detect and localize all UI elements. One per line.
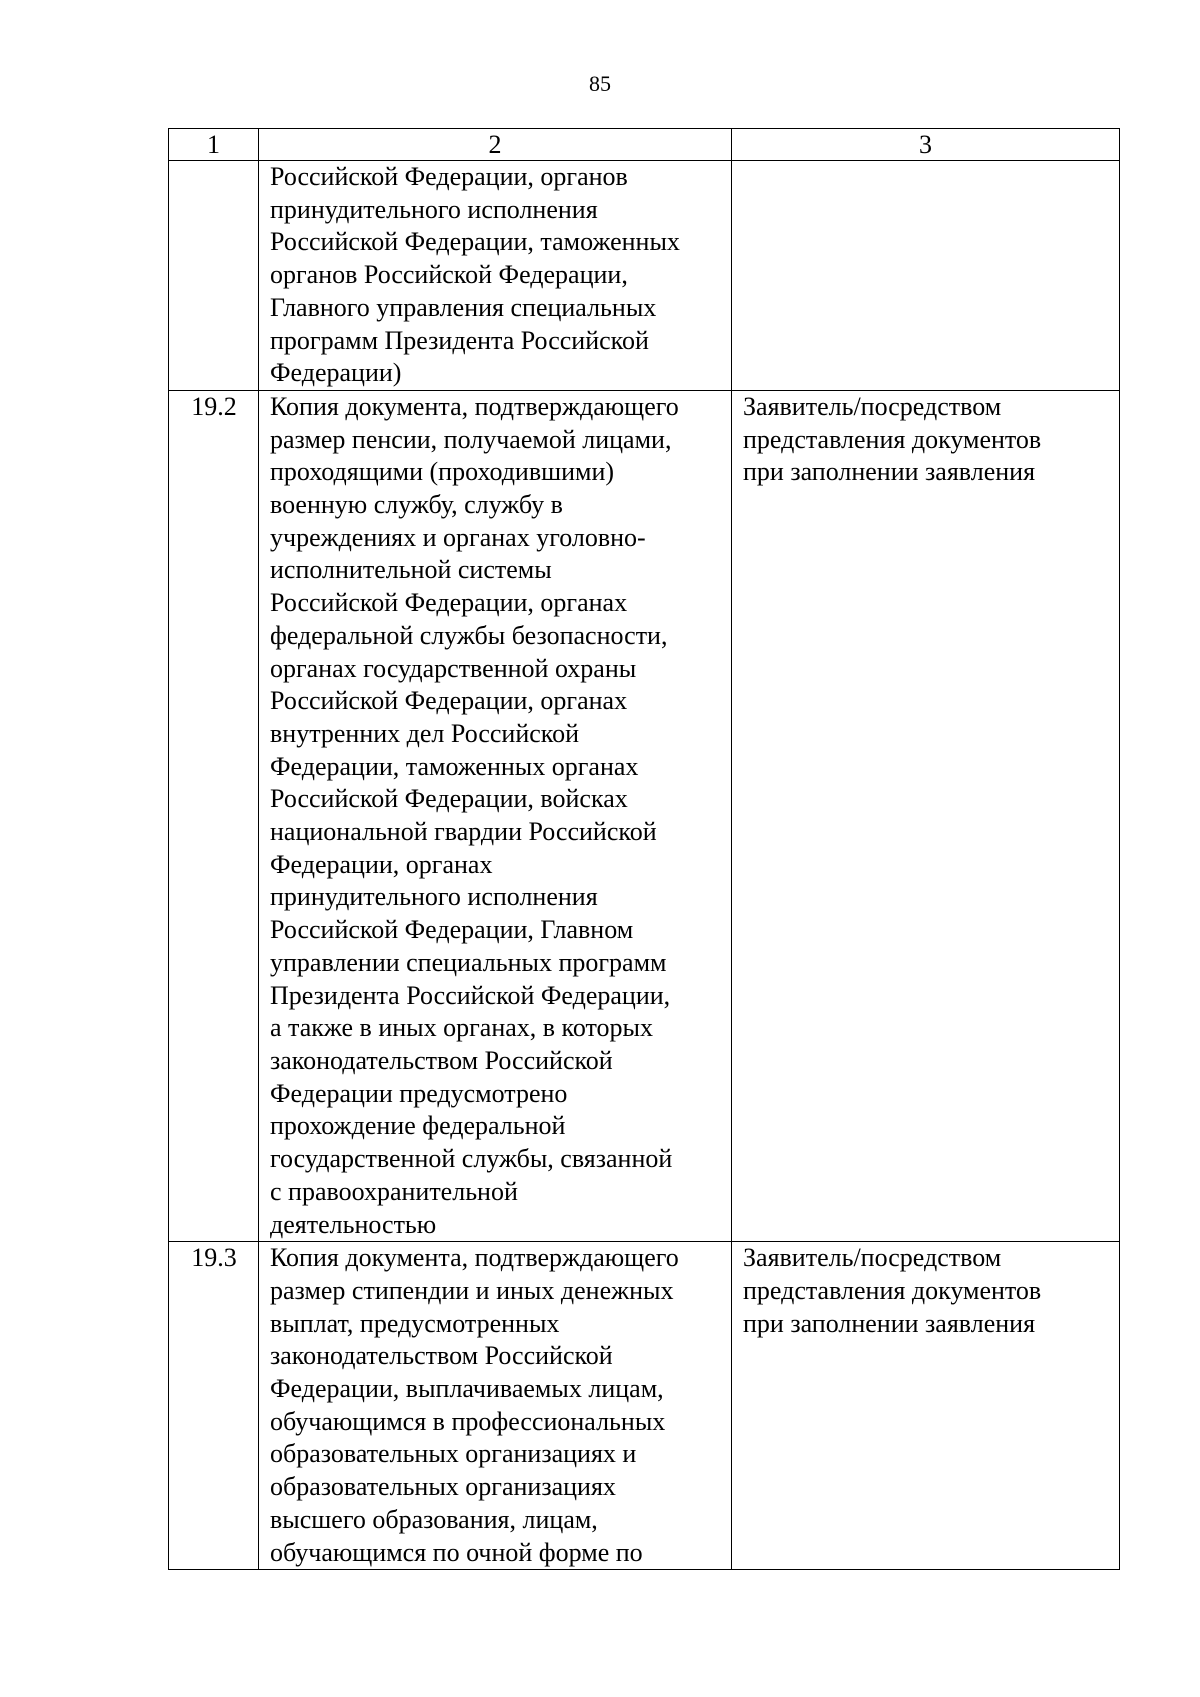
description-line: исполнительной системы xyxy=(270,555,552,585)
source-line: Заявитель/посредством xyxy=(743,1243,1002,1273)
description-line: федеральной службы безопасности, xyxy=(270,620,668,650)
row-source xyxy=(732,1242,1120,1570)
description-line: высшего образования, лицам, xyxy=(270,1504,598,1534)
description-line: обучающимся в профессиональных xyxy=(270,1406,666,1436)
source-line: представления документов xyxy=(743,424,1042,454)
table-row xyxy=(169,1242,1120,1570)
description-line: Федерации, таможенных органах xyxy=(270,751,639,781)
description-line: Главного управления специальных xyxy=(270,292,657,322)
description-line: размер стипендии и иных денежных xyxy=(270,1275,674,1305)
description-line: выплат, предусмотренных xyxy=(270,1308,560,1338)
row-number: 19.3 xyxy=(169,1242,259,1570)
row-number: 19.2 xyxy=(169,390,259,1241)
column-header-source: 3 xyxy=(732,129,1120,161)
column-header-number: 1 xyxy=(169,129,259,161)
source-line: при заполнении заявления xyxy=(743,1308,1036,1338)
table-header-row xyxy=(169,129,1120,161)
description-line: прохождение федеральной xyxy=(270,1111,566,1141)
description-line: проходящими (проходившими) xyxy=(270,457,615,487)
row-description xyxy=(259,161,732,391)
description-line: управлении специальных программ xyxy=(270,947,667,977)
description-line: Федерации, выплачиваемых лицам, xyxy=(270,1374,664,1404)
page-number: 85 xyxy=(589,71,611,96)
row-source xyxy=(732,390,1120,1241)
description-line: образовательных организациях xyxy=(270,1472,616,1502)
description-line: законодательством Российской xyxy=(270,1341,613,1371)
description-line: законодательством Российской xyxy=(270,1045,613,1075)
description-line: учреждениях и органах уголовно- xyxy=(270,522,646,552)
description-line: Российской Федерации, Главном xyxy=(270,915,634,945)
description-line: Российской Федерации, таможенных xyxy=(270,227,680,257)
source-line: Заявитель/посредством xyxy=(743,391,1002,421)
description-line: государственной службы, связанной xyxy=(270,1144,673,1174)
description-line: а также в иных органах, в которых xyxy=(270,1013,654,1043)
description-line: программ Президента Российской xyxy=(270,325,649,355)
description-line: принудительного исполнения xyxy=(270,882,598,912)
description-line: национальной гвардии Российской xyxy=(270,817,657,847)
source-line: при заполнении заявления xyxy=(743,457,1036,487)
description-line: Копия документа, подтверждающего xyxy=(270,1243,679,1273)
table-row xyxy=(169,161,1120,391)
column-header-description: 2 xyxy=(259,129,732,161)
description-line: образовательных организациях и xyxy=(270,1439,637,1469)
description-line: внутренних дел Российской xyxy=(270,718,580,748)
description-line: Федерации предусмотрено xyxy=(270,1078,568,1108)
description-line: Российской Федерации, войсках xyxy=(270,784,628,814)
description-line: с правоохранительной xyxy=(270,1176,518,1206)
description-line: органов Российской Федерации, xyxy=(270,260,628,290)
table-row xyxy=(169,390,1120,1241)
row-description xyxy=(259,1242,732,1570)
description-line: принудительного исполнения xyxy=(270,194,598,224)
source-line: представления документов xyxy=(743,1275,1042,1305)
row-description xyxy=(259,390,732,1241)
description-line: Федерации) xyxy=(270,358,402,388)
description-line: органах государственной охраны xyxy=(270,653,637,683)
description-line: Федерации, органах xyxy=(270,849,493,879)
description-line: Российской Федерации, органах xyxy=(270,588,628,618)
row-source xyxy=(732,161,1120,391)
row-number xyxy=(169,161,259,391)
description-line: обучающимся по очной форме по xyxy=(270,1537,643,1567)
description-line: размер пенсии, получаемой лицами, xyxy=(270,424,672,454)
description-line: Президента Российской Федерации, xyxy=(270,980,671,1010)
description-line: Российской Федерации, органах xyxy=(270,686,628,716)
document-table xyxy=(168,128,1120,1570)
description-line: деятельностью xyxy=(270,1209,437,1239)
description-line: военную службу, службу в xyxy=(270,490,563,520)
description-line: Копия документа, подтверждающего xyxy=(270,391,679,421)
description-line: Российской Федерации, органов xyxy=(270,162,628,191)
